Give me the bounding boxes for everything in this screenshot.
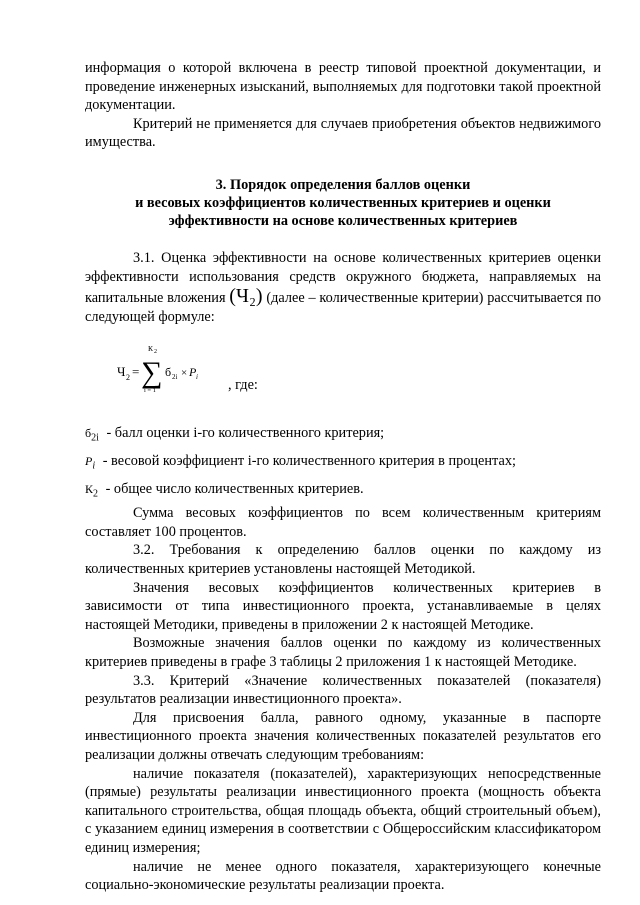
formula-upper-sub: 2 [154, 349, 157, 356]
paragraph-3-1 [85, 249, 601, 326]
formula-lhs-sub: 2 [126, 373, 130, 383]
definition-symbol: $P_i$ [85, 454, 96, 472]
formula-term: б [165, 365, 172, 380]
definition-symbol: $б_{2i}$ [85, 426, 99, 444]
definition-item [85, 480, 601, 504]
paragraph-weights-values: Значения весовых коэффициентов количественных критериев в зависимости от типа инвестиционного проекта, устанавливаемые в целях настоящей Методики, приведены в приложении 2 к настоящей Методике. [85, 579, 601, 633]
formula-lower-limit: i = 1 [144, 387, 156, 395]
formula-weight-sub: i [196, 373, 198, 382]
sigma-symbol: ∑ [141, 356, 163, 390]
paragraph-criterion-not-applied: Критерий не применяется для случаев приобретения объектов недвижимого имущества. [85, 115, 601, 151]
paragraph-3-3: 3.3. Критерий «Значение количественных показателей (показателя) результатов реализации инвестиционного проекта». [85, 672, 601, 708]
paragraph-3-1-part1: 3.1. Оценка эффективности на основе количественных критериев оценки эффективности использования средств окружного бюджета, направляемых на капитальные вложения [85, 249, 601, 307]
paragraph-3-2: 3.2. Требования к определению баллов оценки по каждому из количественных критериев установлены настоящей Методикой. [85, 542, 601, 578]
definition-symbol: $К_2$ [85, 482, 99, 500]
section-heading-line-1: 3. Порядок определения баллов оценки [215, 176, 471, 193]
formula-weight: P [189, 365, 197, 380]
definition-text: - балл оценки i-го количественного критерия; [106, 425, 385, 442]
formula-term-sub: 2i [172, 373, 178, 382]
paragraph-final-results: наличие не менее одного показателя, характеризующего конечные социально-экономические результаты реализации проекта. [85, 858, 601, 894]
section-heading-line-2: и весовых коэффициентов количественных критериев и оценки [135, 194, 551, 211]
definition-item [85, 424, 601, 448]
paragraph-requirements: Для присвоения балла, равного одному, указанные в паспорте инвестиционного проекта значения количественных показателей результатов его реализации должны отвечать следующим требованиям: [85, 709, 601, 764]
paragraph-continuation: информация о которой включена в реестр типовой проектной документации, и проведение инженерных изысканий, выполняемых для подготовки такой проектной документации. [85, 60, 601, 114]
paren-symbol: (Ч₂) [229, 285, 263, 308]
document-page [85, 59, 601, 895]
formula-lhs: Ч [117, 364, 126, 380]
formula-block [85, 328, 601, 420]
formula-times: × [181, 367, 188, 380]
formula-where: , где: [228, 377, 258, 394]
paragraph-weights-sum: Сумма весовых коэффициентов по всем количественным критериям составляет 100 процентов. [85, 505, 601, 540]
definition-item [85, 452, 601, 476]
sum-formula [117, 346, 227, 396]
paragraph-direct-results: наличие показателя (показателей), характеризующих непосредственные (прямые) результаты реализации инвестиционного проекта (мощность объекта капитального строительства, общая площадь объекта, общий строительный объем), с указанием единиц измерения в соответствии с Общероссийским классификатором единиц измерения; [85, 765, 601, 856]
section-heading [85, 176, 601, 230]
formula-equals: = [132, 364, 140, 380]
paragraph-3-1-part2: (далее – количественные критерии) рассчитывается по следующей формуле: [85, 290, 601, 325]
paragraph-possible-scores: Возможные значения баллов оценки по каждому из количественных критериев приведены в графе 3 таблицы 2 приложения 1 к настоящей Методике. [85, 635, 601, 671]
formula-upper-limit: К [148, 346, 154, 354]
definition-text: - весовой коэффициент i-го количественного критерия в процентах; [102, 453, 516, 470]
definitions [85, 424, 601, 504]
section-heading-line-3: эффективности на основе количественных критериев [168, 212, 518, 229]
definition-text: - общее число количественных критериев. [105, 481, 364, 498]
